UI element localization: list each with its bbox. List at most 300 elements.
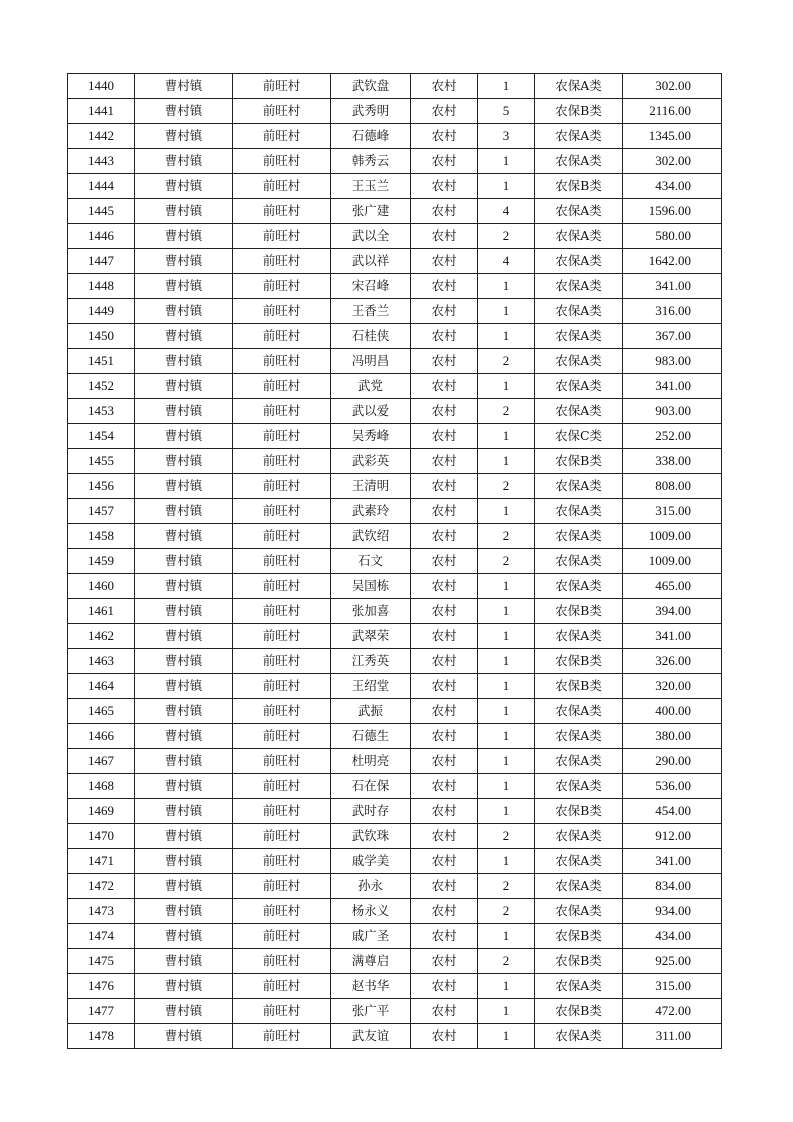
- table-row: [68, 149, 722, 174]
- cell-household-type: 农村: [411, 99, 478, 124]
- table-row: [68, 449, 722, 474]
- table-row: [68, 549, 722, 574]
- cell-row-number: 1454: [68, 424, 135, 449]
- cell-village: 前旺村: [233, 924, 331, 949]
- cell-name: 王绍堂: [331, 674, 411, 699]
- cell-row-number: 1455: [68, 449, 135, 474]
- cell-town: 曹村镇: [135, 599, 233, 624]
- table-row: [68, 274, 722, 299]
- cell-town: 曹村镇: [135, 949, 233, 974]
- cell-amount: 341.00: [623, 624, 722, 649]
- cell-household-size: 1: [478, 749, 535, 774]
- cell-household-size: 1: [478, 624, 535, 649]
- cell-name: 武彩英: [331, 449, 411, 474]
- cell-household-type: 农村: [411, 799, 478, 824]
- cell-row-number: 1456: [68, 474, 135, 499]
- cell-town: 曹村镇: [135, 224, 233, 249]
- cell-amount: 341.00: [623, 849, 722, 874]
- cell-row-number: 1470: [68, 824, 135, 849]
- cell-amount: 1009.00: [623, 549, 722, 574]
- cell-household-type: 农村: [411, 774, 478, 799]
- table-row: [68, 624, 722, 649]
- table-row: [68, 724, 722, 749]
- table-row: [68, 799, 722, 824]
- cell-household-size: 2: [478, 874, 535, 899]
- cell-household-type: 农村: [411, 199, 478, 224]
- cell-row-number: 1453: [68, 399, 135, 424]
- cell-village: 前旺村: [233, 999, 331, 1024]
- cell-amount: 536.00: [623, 774, 722, 799]
- table-body: [68, 74, 722, 1049]
- cell-name: 武秀明: [331, 99, 411, 124]
- cell-insurance-category: 农保B类: [535, 924, 623, 949]
- cell-name: 张广建: [331, 199, 411, 224]
- cell-household-size: 1: [478, 599, 535, 624]
- cell-village: 前旺村: [233, 124, 331, 149]
- cell-household-size: 2: [478, 899, 535, 924]
- cell-household-size: 1: [478, 1024, 535, 1049]
- cell-village: 前旺村: [233, 674, 331, 699]
- cell-household-type: 农村: [411, 224, 478, 249]
- cell-household-size: 2: [478, 399, 535, 424]
- cell-name: 满尊启: [331, 949, 411, 974]
- cell-row-number: 1465: [68, 699, 135, 724]
- cell-household-size: 2: [478, 524, 535, 549]
- cell-row-number: 1441: [68, 99, 135, 124]
- cell-village: 前旺村: [233, 299, 331, 324]
- cell-amount: 834.00: [623, 874, 722, 899]
- cell-name: 武以全: [331, 224, 411, 249]
- cell-row-number: 1469: [68, 799, 135, 824]
- cell-name: 王玉兰: [331, 174, 411, 199]
- cell-name: 赵书华: [331, 974, 411, 999]
- cell-row-number: 1466: [68, 724, 135, 749]
- cell-household-type: 农村: [411, 749, 478, 774]
- cell-amount: 925.00: [623, 949, 722, 974]
- cell-insurance-category: 农保B类: [535, 99, 623, 124]
- cell-row-number: 1471: [68, 849, 135, 874]
- cell-insurance-category: 农保A类: [535, 849, 623, 874]
- cell-row-number: 1472: [68, 874, 135, 899]
- cell-household-type: 农村: [411, 974, 478, 999]
- cell-insurance-category: 农保A类: [535, 524, 623, 549]
- cell-insurance-category: 农保B类: [535, 449, 623, 474]
- cell-insurance-category: 农保A类: [535, 74, 623, 99]
- cell-household-size: 1: [478, 724, 535, 749]
- cell-village: 前旺村: [233, 749, 331, 774]
- table-row: [68, 424, 722, 449]
- cell-household-size: 1: [478, 174, 535, 199]
- cell-amount: 1642.00: [623, 249, 722, 274]
- cell-town: 曹村镇: [135, 899, 233, 924]
- cell-name: 吴国栋: [331, 574, 411, 599]
- cell-amount: 434.00: [623, 174, 722, 199]
- cell-name: 王清明: [331, 474, 411, 499]
- cell-household-size: 1: [478, 924, 535, 949]
- cell-town: 曹村镇: [135, 524, 233, 549]
- cell-amount: 580.00: [623, 224, 722, 249]
- cell-row-number: 1459: [68, 549, 135, 574]
- cell-insurance-category: 农保A类: [535, 299, 623, 324]
- cell-row-number: 1467: [68, 749, 135, 774]
- cell-amount: 341.00: [623, 274, 722, 299]
- cell-household-size: 1: [478, 774, 535, 799]
- cell-village: 前旺村: [233, 349, 331, 374]
- cell-town: 曹村镇: [135, 824, 233, 849]
- cell-town: 曹村镇: [135, 574, 233, 599]
- cell-town: 曹村镇: [135, 699, 233, 724]
- table-row: [68, 774, 722, 799]
- cell-row-number: 1440: [68, 74, 135, 99]
- cell-amount: 302.00: [623, 149, 722, 174]
- cell-village: 前旺村: [233, 899, 331, 924]
- cell-household-size: 2: [478, 824, 535, 849]
- table-row: [68, 824, 722, 849]
- cell-insurance-category: 农保A类: [535, 199, 623, 224]
- cell-name: 戚学美: [331, 849, 411, 874]
- cell-household-size: 2: [478, 349, 535, 374]
- cell-insurance-category: 农保B类: [535, 174, 623, 199]
- cell-amount: 320.00: [623, 674, 722, 699]
- cell-household-size: 1: [478, 699, 535, 724]
- cell-amount: 315.00: [623, 974, 722, 999]
- cell-amount: 367.00: [623, 324, 722, 349]
- cell-insurance-category: 农保B类: [535, 949, 623, 974]
- cell-village: 前旺村: [233, 724, 331, 749]
- cell-household-type: 农村: [411, 599, 478, 624]
- cell-insurance-category: 农保A类: [535, 274, 623, 299]
- cell-name: 吴秀峰: [331, 424, 411, 449]
- cell-town: 曹村镇: [135, 799, 233, 824]
- cell-village: 前旺村: [233, 574, 331, 599]
- cell-insurance-category: 农保A类: [535, 874, 623, 899]
- table-row: [68, 299, 722, 324]
- cell-town: 曹村镇: [135, 349, 233, 374]
- cell-town: 曹村镇: [135, 624, 233, 649]
- cell-amount: 315.00: [623, 499, 722, 524]
- cell-name: 戚广圣: [331, 924, 411, 949]
- cell-town: 曹村镇: [135, 874, 233, 899]
- cell-household-size: 1: [478, 499, 535, 524]
- cell-household-type: 农村: [411, 124, 478, 149]
- cell-household-size: 1: [478, 424, 535, 449]
- cell-household-size: 1: [478, 999, 535, 1024]
- table-row: [68, 699, 722, 724]
- cell-amount: 454.00: [623, 799, 722, 824]
- cell-household-size: 1: [478, 274, 535, 299]
- cell-insurance-category: 农保A类: [535, 499, 623, 524]
- cell-household-size: 5: [478, 99, 535, 124]
- cell-name: 石德峰: [331, 124, 411, 149]
- cell-village: 前旺村: [233, 499, 331, 524]
- table-row: [68, 749, 722, 774]
- cell-insurance-category: 农保A类: [535, 349, 623, 374]
- cell-town: 曹村镇: [135, 149, 233, 174]
- cell-household-type: 农村: [411, 874, 478, 899]
- cell-village: 前旺村: [233, 424, 331, 449]
- cell-village: 前旺村: [233, 599, 331, 624]
- cell-household-type: 农村: [411, 849, 478, 874]
- cell-village: 前旺村: [233, 249, 331, 274]
- table-row: [68, 599, 722, 624]
- cell-household-type: 农村: [411, 249, 478, 274]
- cell-insurance-category: 农保A类: [535, 974, 623, 999]
- cell-row-number: 1458: [68, 524, 135, 549]
- cell-household-size: 2: [478, 949, 535, 974]
- table-row: [68, 949, 722, 974]
- cell-village: 前旺村: [233, 399, 331, 424]
- table-row: [68, 874, 722, 899]
- cell-name: 杨永义: [331, 899, 411, 924]
- cell-village: 前旺村: [233, 849, 331, 874]
- cell-insurance-category: 农保A类: [535, 724, 623, 749]
- cell-insurance-category: 农保B类: [535, 799, 623, 824]
- table-row: [68, 499, 722, 524]
- data-table: [67, 73, 722, 1049]
- cell-town: 曹村镇: [135, 724, 233, 749]
- cell-town: 曹村镇: [135, 549, 233, 574]
- cell-town: 曹村镇: [135, 74, 233, 99]
- cell-name: 武友谊: [331, 1024, 411, 1049]
- cell-name: 石文: [331, 549, 411, 574]
- cell-name: 张广平: [331, 999, 411, 1024]
- cell-household-type: 农村: [411, 999, 478, 1024]
- cell-village: 前旺村: [233, 649, 331, 674]
- cell-amount: 912.00: [623, 824, 722, 849]
- cell-village: 前旺村: [233, 374, 331, 399]
- cell-village: 前旺村: [233, 274, 331, 299]
- cell-village: 前旺村: [233, 874, 331, 899]
- cell-name: 武党: [331, 374, 411, 399]
- cell-amount: 394.00: [623, 599, 722, 624]
- cell-name: 杜明亮: [331, 749, 411, 774]
- cell-household-type: 农村: [411, 549, 478, 574]
- cell-row-number: 1478: [68, 1024, 135, 1049]
- cell-insurance-category: 农保A类: [535, 124, 623, 149]
- cell-town: 曹村镇: [135, 474, 233, 499]
- cell-village: 前旺村: [233, 74, 331, 99]
- cell-town: 曹村镇: [135, 1024, 233, 1049]
- cell-village: 前旺村: [233, 99, 331, 124]
- cell-town: 曹村镇: [135, 424, 233, 449]
- cell-insurance-category: 农保B类: [535, 999, 623, 1024]
- cell-row-number: 1457: [68, 499, 135, 524]
- cell-household-size: 4: [478, 199, 535, 224]
- cell-amount: 983.00: [623, 349, 722, 374]
- cell-row-number: 1443: [68, 149, 135, 174]
- cell-insurance-category: 农保A类: [535, 374, 623, 399]
- cell-household-type: 农村: [411, 524, 478, 549]
- cell-household-size: 2: [478, 549, 535, 574]
- cell-household-type: 农村: [411, 324, 478, 349]
- cell-town: 曹村镇: [135, 249, 233, 274]
- cell-household-type: 农村: [411, 424, 478, 449]
- cell-village: 前旺村: [233, 524, 331, 549]
- cell-household-type: 农村: [411, 724, 478, 749]
- cell-household-size: 1: [478, 324, 535, 349]
- cell-household-size: 3: [478, 124, 535, 149]
- cell-amount: 465.00: [623, 574, 722, 599]
- cell-insurance-category: 农保A类: [535, 899, 623, 924]
- cell-town: 曹村镇: [135, 649, 233, 674]
- cell-town: 曹村镇: [135, 449, 233, 474]
- cell-name: 武以爱: [331, 399, 411, 424]
- table-row: [68, 849, 722, 874]
- cell-insurance-category: 农保A类: [535, 1024, 623, 1049]
- cell-household-size: 4: [478, 249, 535, 274]
- cell-amount: 400.00: [623, 699, 722, 724]
- table-row: [68, 924, 722, 949]
- cell-name: 武钦珠: [331, 824, 411, 849]
- cell-village: 前旺村: [233, 199, 331, 224]
- cell-town: 曹村镇: [135, 374, 233, 399]
- cell-household-type: 农村: [411, 349, 478, 374]
- cell-town: 曹村镇: [135, 499, 233, 524]
- cell-insurance-category: 农保A类: [535, 224, 623, 249]
- table-row: [68, 199, 722, 224]
- cell-household-type: 农村: [411, 274, 478, 299]
- table-row: [68, 174, 722, 199]
- cell-household-type: 农村: [411, 174, 478, 199]
- table-row: [68, 324, 722, 349]
- cell-insurance-category: 农保A类: [535, 324, 623, 349]
- cell-amount: 326.00: [623, 649, 722, 674]
- cell-row-number: 1474: [68, 924, 135, 949]
- cell-household-size: 2: [478, 224, 535, 249]
- cell-name: 韩秀云: [331, 149, 411, 174]
- cell-village: 前旺村: [233, 474, 331, 499]
- cell-row-number: 1460: [68, 574, 135, 599]
- cell-household-type: 农村: [411, 474, 478, 499]
- table-row: [68, 974, 722, 999]
- cell-household-type: 农村: [411, 624, 478, 649]
- cell-insurance-category: 农保C类: [535, 424, 623, 449]
- cell-town: 曹村镇: [135, 299, 233, 324]
- cell-town: 曹村镇: [135, 174, 233, 199]
- cell-name: 武翠荣: [331, 624, 411, 649]
- cell-insurance-category: 农保A类: [535, 824, 623, 849]
- cell-household-type: 农村: [411, 499, 478, 524]
- cell-row-number: 1449: [68, 299, 135, 324]
- cell-village: 前旺村: [233, 774, 331, 799]
- table-row: [68, 999, 722, 1024]
- cell-village: 前旺村: [233, 699, 331, 724]
- cell-household-type: 农村: [411, 449, 478, 474]
- cell-row-number: 1452: [68, 374, 135, 399]
- cell-name: 武振: [331, 699, 411, 724]
- cell-amount: 472.00: [623, 999, 722, 1024]
- cell-village: 前旺村: [233, 174, 331, 199]
- cell-name: 武以祥: [331, 249, 411, 274]
- cell-insurance-category: 农保B类: [535, 649, 623, 674]
- cell-name: 武钦盘: [331, 74, 411, 99]
- cell-town: 曹村镇: [135, 924, 233, 949]
- cell-name: 武钦绍: [331, 524, 411, 549]
- cell-row-number: 1464: [68, 674, 135, 699]
- cell-village: 前旺村: [233, 974, 331, 999]
- cell-town: 曹村镇: [135, 274, 233, 299]
- cell-row-number: 1468: [68, 774, 135, 799]
- cell-amount: 2116.00: [623, 99, 722, 124]
- cell-name: 石在保: [331, 774, 411, 799]
- cell-name: 石桂侠: [331, 324, 411, 349]
- cell-amount: 434.00: [623, 924, 722, 949]
- cell-insurance-category: 农保A类: [535, 574, 623, 599]
- cell-name: 王香兰: [331, 299, 411, 324]
- cell-village: 前旺村: [233, 149, 331, 174]
- cell-insurance-category: 农保A类: [535, 749, 623, 774]
- cell-household-size: 1: [478, 974, 535, 999]
- cell-household-type: 农村: [411, 374, 478, 399]
- cell-row-number: 1476: [68, 974, 135, 999]
- cell-town: 曹村镇: [135, 124, 233, 149]
- cell-row-number: 1477: [68, 999, 135, 1024]
- cell-town: 曹村镇: [135, 674, 233, 699]
- cell-village: 前旺村: [233, 449, 331, 474]
- cell-amount: 290.00: [623, 749, 722, 774]
- table-row: [68, 674, 722, 699]
- cell-town: 曹村镇: [135, 399, 233, 424]
- cell-household-size: 1: [478, 649, 535, 674]
- cell-amount: 934.00: [623, 899, 722, 924]
- cell-row-number: 1442: [68, 124, 135, 149]
- cell-household-size: 1: [478, 799, 535, 824]
- cell-town: 曹村镇: [135, 974, 233, 999]
- cell-town: 曹村镇: [135, 99, 233, 124]
- cell-village: 前旺村: [233, 624, 331, 649]
- table-row: [68, 1024, 722, 1049]
- cell-household-type: 农村: [411, 649, 478, 674]
- cell-insurance-category: 农保A类: [535, 549, 623, 574]
- cell-village: 前旺村: [233, 824, 331, 849]
- cell-amount: 302.00: [623, 74, 722, 99]
- cell-insurance-category: 农保B类: [535, 674, 623, 699]
- cell-town: 曹村镇: [135, 849, 233, 874]
- cell-amount: 338.00: [623, 449, 722, 474]
- cell-amount: 903.00: [623, 399, 722, 424]
- cell-row-number: 1448: [68, 274, 135, 299]
- cell-town: 曹村镇: [135, 774, 233, 799]
- cell-row-number: 1445: [68, 199, 135, 224]
- table-row: [68, 74, 722, 99]
- cell-insurance-category: 农保A类: [535, 474, 623, 499]
- cell-insurance-category: 农保A类: [535, 149, 623, 174]
- cell-insurance-category: 农保A类: [535, 399, 623, 424]
- cell-amount: 1009.00: [623, 524, 722, 549]
- table-row: [68, 349, 722, 374]
- table-row: [68, 524, 722, 549]
- cell-insurance-category: 农保B类: [535, 599, 623, 624]
- cell-household-size: 1: [478, 849, 535, 874]
- cell-village: 前旺村: [233, 549, 331, 574]
- cell-village: 前旺村: [233, 324, 331, 349]
- cell-household-type: 农村: [411, 674, 478, 699]
- cell-household-type: 农村: [411, 149, 478, 174]
- cell-name: 张加喜: [331, 599, 411, 624]
- cell-row-number: 1444: [68, 174, 135, 199]
- cell-row-number: 1475: [68, 949, 135, 974]
- cell-row-number: 1447: [68, 249, 135, 274]
- cell-household-size: 1: [478, 374, 535, 399]
- cell-insurance-category: 农保A类: [535, 624, 623, 649]
- table-row: [68, 899, 722, 924]
- cell-household-type: 农村: [411, 924, 478, 949]
- cell-village: 前旺村: [233, 799, 331, 824]
- cell-amount: 341.00: [623, 374, 722, 399]
- cell-amount: 311.00: [623, 1024, 722, 1049]
- cell-village: 前旺村: [233, 224, 331, 249]
- cell-amount: 1596.00: [623, 199, 722, 224]
